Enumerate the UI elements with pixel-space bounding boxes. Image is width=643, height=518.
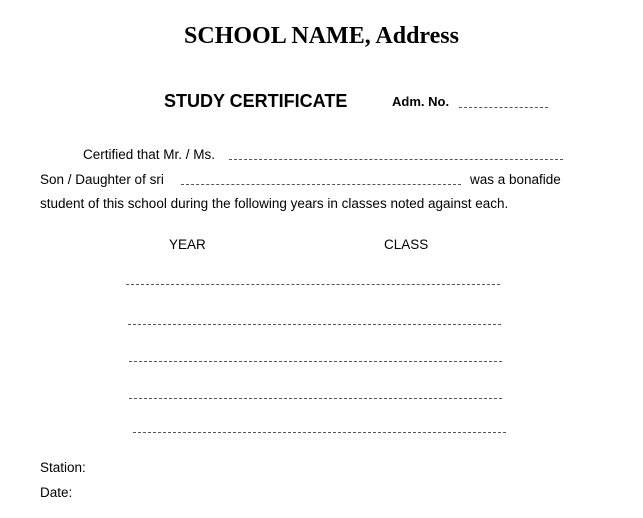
school-name-heading: SCHOOL NAME, Address [184, 23, 459, 49]
parent-name-blank [181, 184, 461, 185]
table-row [128, 324, 501, 325]
table-row [129, 398, 502, 399]
table-row [133, 432, 506, 433]
class-column-header: CLASS [384, 237, 429, 252]
table-row [129, 361, 502, 362]
date-label: Date: [40, 485, 73, 500]
station-label: Station: [40, 460, 86, 475]
statement-text: student of this school during the following years in classes noted against each. [40, 196, 509, 211]
admission-number-label: Adm. No. [392, 94, 450, 109]
certified-name-label: Certified that Mr. / Ms. [83, 147, 216, 162]
table-row [126, 284, 500, 285]
student-name-blank [229, 159, 563, 160]
admission-number-blank [459, 107, 548, 108]
year-column-header: YEAR [169, 237, 206, 252]
bonafide-text: was a bonafide [470, 172, 561, 187]
certificate-title: STUDY CERTIFICATE [164, 91, 348, 111]
parent-name-label: Son / Daughter of sri [40, 172, 164, 187]
